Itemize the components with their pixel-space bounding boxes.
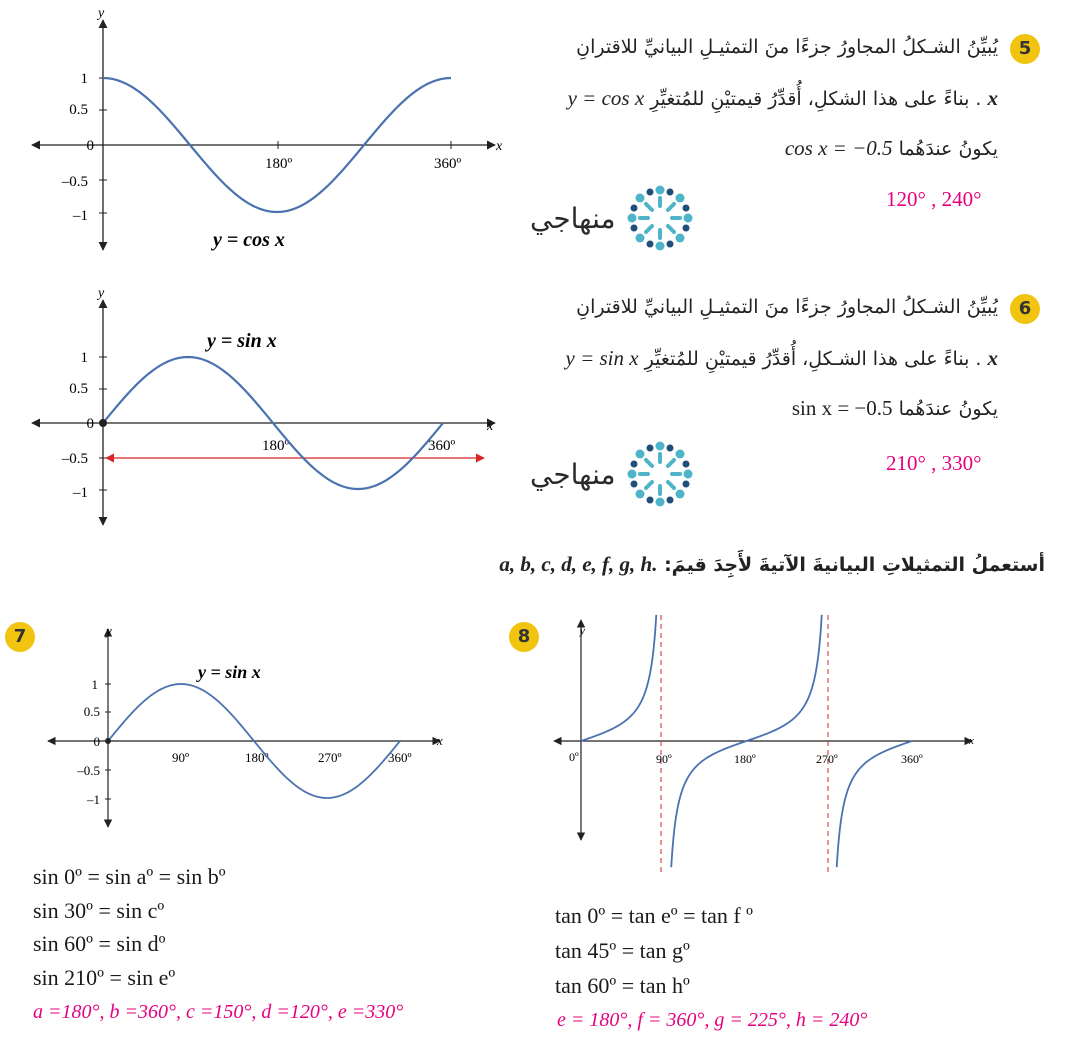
sin7-ytick: –1: [87, 792, 100, 807]
q7-answer: a =180°, b =360°, c =150°, d =120°, e =330°: [33, 1001, 404, 1023]
sin7-xtick: 360º: [388, 750, 412, 765]
tan8-xtick: 180º: [734, 752, 756, 766]
instruction-text: أستعملُ التمثيلاتِ البيانيةَ الآتيةَ لأَجِدَ قيمَ:: [664, 554, 1045, 576]
q5-line2-math: y = cos x: [567, 86, 645, 110]
q8-equation-3: tan 60º = tan hº: [555, 973, 690, 998]
sin6-ytick: 0: [86, 416, 94, 432]
logo-2: [530, 436, 698, 512]
logo-1: [530, 180, 698, 256]
sin6-origin-dot: [99, 419, 107, 427]
q6-line2: [566, 346, 999, 371]
sin7-xtick: 270º: [318, 750, 342, 765]
q5-answer: 120° , 240°: [886, 187, 982, 211]
tan8-y-label: y: [580, 625, 585, 637]
cos-ytick: 0.5: [69, 102, 88, 118]
sin7-ytick: 0: [93, 734, 100, 749]
sin6-ytick: –0.5: [61, 451, 88, 467]
graph-sin6: [0, 280, 520, 540]
logo-icon: [622, 180, 698, 256]
tan8-xtick: 90º: [656, 752, 672, 766]
instruction-line: [499, 552, 1045, 577]
q5-line2: [568, 86, 998, 111]
question-5-badge: 5: [1010, 34, 1040, 64]
cos-xtick: 360º: [434, 156, 462, 172]
cos-title: y = cos x: [213, 229, 285, 251]
tan8-branch-1: [581, 615, 656, 741]
logo-icon: [622, 436, 698, 512]
sin7-ytick: 1: [91, 677, 98, 692]
cos-ytick: –1: [73, 208, 88, 224]
q6-line2-text: . بناءً على هذا الشـكلِ، أُقدِّرُ قيمتيْنِ للمُتغيِّرِ: [644, 348, 982, 370]
question-7-badge: 7: [5, 622, 35, 652]
q8-equation-1: tan 0º = tan eº = tan f º: [555, 903, 753, 928]
sin6-title: y = sin x: [207, 330, 277, 352]
q7-equation-4: sin 210º = sin eº: [33, 965, 176, 990]
logo-text: منهاجي: [530, 457, 616, 491]
q6-line1: يُبيِّنُ الشـكلُ المجاورُ جزءًا منَ التمثيـلِ البيانيِّ للاقترانِ: [576, 296, 998, 318]
sin6-ytick: 0.5: [69, 381, 88, 397]
question-6-badge: 6: [1010, 294, 1040, 324]
cos-xtick: 180º: [265, 156, 293, 172]
instruction-vars: a, b, c, d, e, f, g, h.: [499, 552, 658, 576]
cos-ytick: –0.5: [61, 174, 88, 190]
q6-line3-math: sin x = −0.5: [791, 396, 893, 420]
q5-line2-text: . بناءً على هذا الشكلِ، أُقدِّرُ قيمتيْنِ للمُتغيِّرِ: [650, 88, 982, 110]
sin7-xtick: 90º: [172, 750, 190, 765]
sin6-ytick: 1: [80, 350, 88, 366]
q6-answer: 210° , 330°: [886, 451, 982, 475]
sin7-y-label: y: [106, 623, 112, 638]
q8-equation-2: tan 45º = tan gº: [555, 938, 690, 963]
sin6-xtick: 360º: [428, 438, 456, 454]
cos-ytick: 0: [86, 138, 94, 154]
graph-tan8: [540, 610, 980, 875]
q5-line3: [785, 136, 998, 161]
q5-line2-var: x: [987, 86, 998, 110]
sin7-x-label: x: [437, 733, 443, 748]
tan8-x-label: x: [969, 735, 974, 747]
sin6-x-label: x: [487, 419, 494, 434]
q7-equation-2: sin 30º = sin cº: [33, 898, 165, 923]
q6-line2-math: y = sin x: [565, 346, 639, 370]
sin7-ytick: –0.5: [77, 763, 100, 778]
q5-line3-math: cos x = −0.5: [784, 136, 893, 160]
q7-equation-3: sin 60º = sin dº: [33, 931, 166, 956]
tan8-xtick: 270º: [816, 752, 838, 766]
sin6-ytick: –1: [73, 485, 88, 501]
tan8-xtick: 0º: [569, 750, 579, 764]
q6-line3: [792, 396, 998, 421]
sin7-ytick: 0.5: [83, 704, 100, 719]
q7-equation-1: sin 0º = sin aº = sin bº: [33, 864, 226, 889]
sin6-xtick: 180º: [262, 438, 290, 454]
graph-sin7: [0, 615, 470, 835]
q6-line2-var: x: [987, 346, 998, 370]
logo-text: منهاجي: [530, 201, 616, 235]
sin7-title: y = sin x: [198, 662, 261, 682]
cos-x-label: x: [496, 139, 503, 154]
sin7-xtick: 180º: [245, 750, 269, 765]
tan8-xtick: 360º: [901, 752, 923, 766]
q5-line3-text: يكونُ عندَهُما: [898, 138, 998, 160]
graph-cos: [0, 0, 520, 270]
cos-ytick: 1: [80, 71, 88, 87]
question-8-badge: 8: [509, 622, 539, 652]
q6-line3-text: يكونُ عندَهُما: [898, 398, 998, 420]
sin7-origin-dot: [105, 738, 111, 744]
cos-y-label: y: [98, 6, 105, 21]
q8-answer: e = 180°, f = 360°, g = 225°, h = 240°: [557, 1009, 868, 1031]
q5-line1: يُبيِّنُ الشـكلُ المجاورُ جزءًا منَ التمثيـلِ البيانيِّ للاقترانِ: [576, 36, 998, 58]
sin6-y-label: y: [98, 286, 105, 301]
